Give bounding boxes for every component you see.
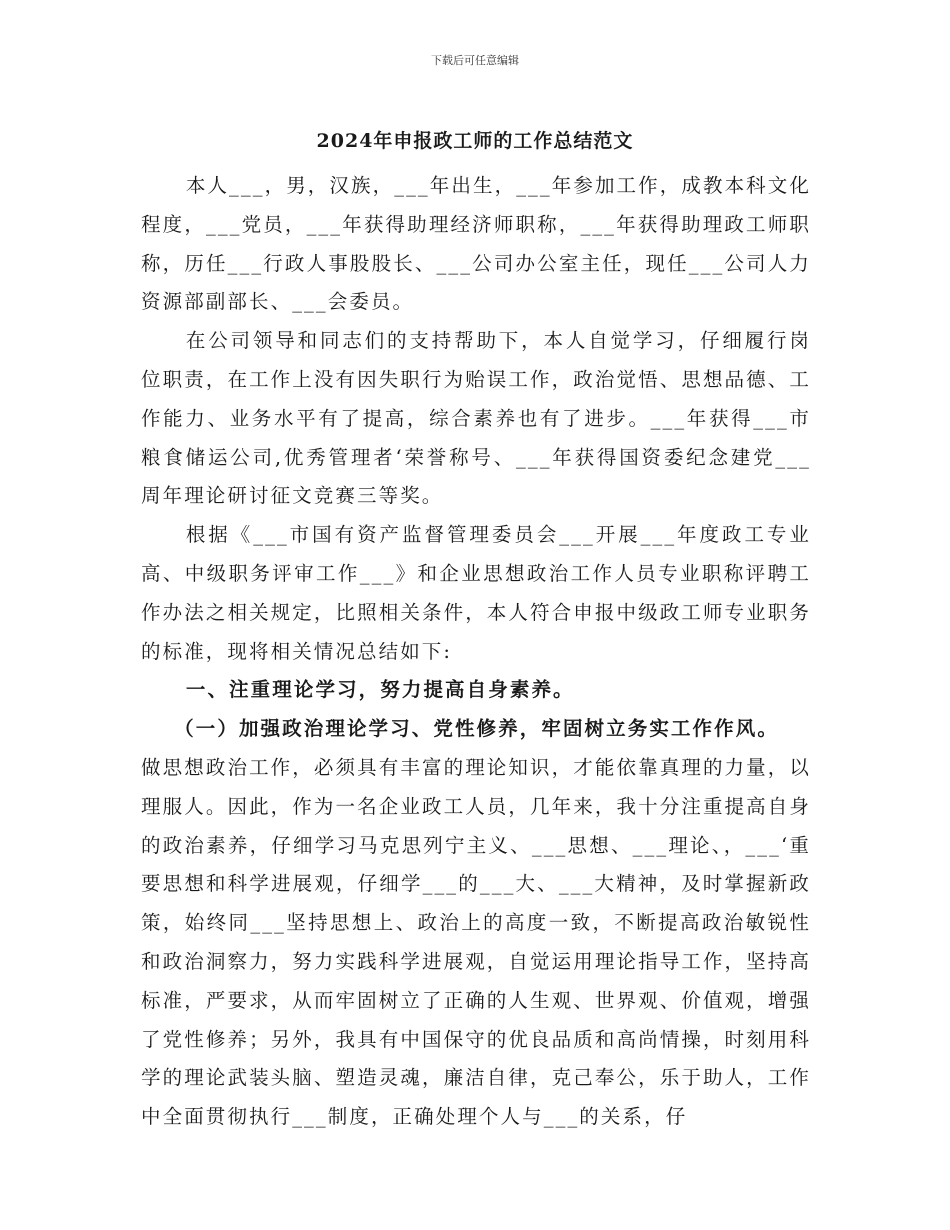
page-header-note: 下载后可任意编辑 xyxy=(431,54,519,67)
paragraph-theory-study: 做思想政治工作，必须具有丰富的理论知识，才能依靠真理的力量，以理服人。因此，作为一名企业政工人员，几年来，我十分注重提高自身的政治素养，仔细学习马克思列宁主义、___思想、___理论、，___‘重要思想和科学进展观，仔细学___的___大、___大精神，及时掌握新政策，始终同___坚持思想上、政治上的高度一致，不断提高政治敏锐性和政治洞察力，努力实践科学进展观，自觉运用理论指导工作，坚持高标准，严要求，从而牢固树立了正确的人生观、世界观、价值观，增强了党性修养；另外，我具有中国保守的优良品质和高尚情操，时刻用科学的理论武装头脑、塑造灵魂，廉洁自律，克己奉公，乐于助人，工作中全面贯彻执行___制度，正确处理个人与___的关系，仔 xyxy=(141,755,811,1129)
paragraph-achievements: 在公司领导和同志们的支持帮助下，本人自觉学习，仔细履行岗位职责，在工作上没有因失职行为贻误工作，政治觉悟、思想品德、工作能力、业务水平有了提高，综合素养也有了进步。___年获得___市粮食储运公司,优秀管理者‘荣誉称号、___年获得国资委纪念建党___周年理论研讨征文竞赛三等奖。 xyxy=(141,329,811,508)
paragraph-application-basis: 根据《___市国有资产监督管理委员会___开展___年度政工专业高、中级职务评审工作___》和企业思想政治工作人员专业职称评聘工作办法之相关规定，比照相关条件，本人符合申报中级政工师专业职务的标准，现将相关情况总结如下: xyxy=(141,523,811,663)
paragraph-personal-info: 本人___，男，汉族，___年出生，___年参加工作，成教本科文化程度，___党员，___年获得助理经济师职称，___年获得助理政工师职称，历任___行政人事股股长、___公司办公室主任，现任___公司人力资源部副部长、___会委员。 xyxy=(141,174,811,314)
document-title: 2024年申报政工师的工作总结范文 xyxy=(316,130,634,152)
section-heading: 一、注重理论学习，努力提高自身素养。 xyxy=(185,678,575,702)
document-body xyxy=(141,167,811,1137)
subsection-heading: （一）加强政治理论学习、党性修养，牢固树立务实工作作风。 xyxy=(174,717,779,741)
